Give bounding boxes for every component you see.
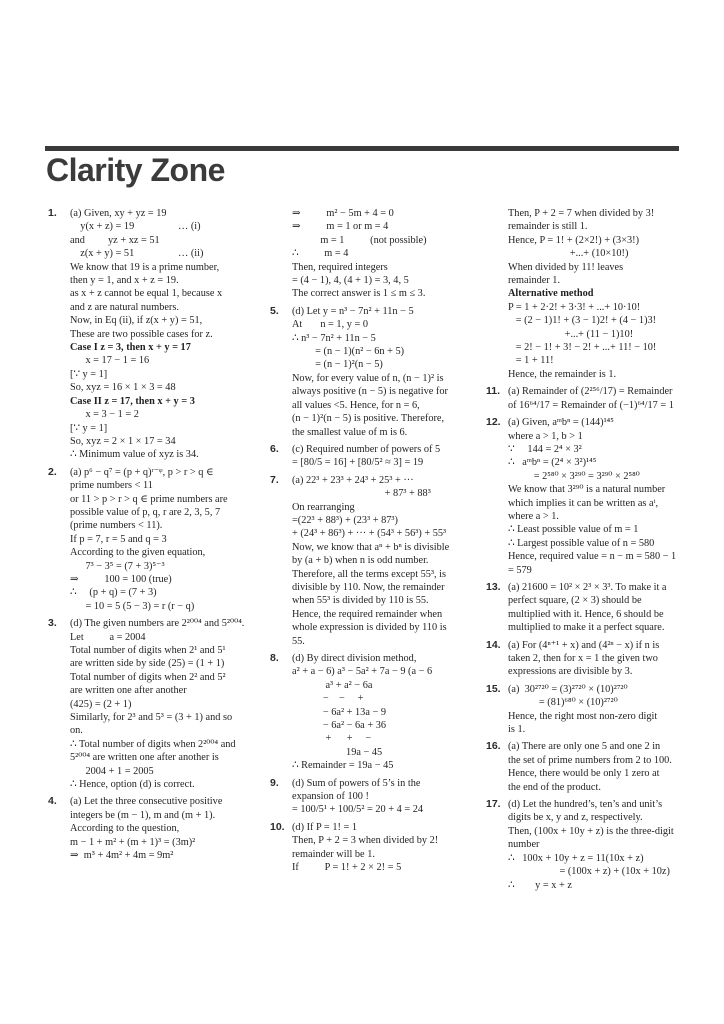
solution-line: and yz + xz = 51 <box>70 234 160 246</box>
solution-line: (d) By direct division method, <box>292 653 417 664</box>
solution-line: +...+ (11 − 1)10! <box>508 328 634 340</box>
solution-item <box>48 617 246 791</box>
solution-line: (425) = (2 + 1) <box>70 698 132 710</box>
solution-line: Then, P + 2 = 3 when divided by 2! <box>292 835 439 847</box>
solution-item <box>486 639 682 679</box>
solution-line: ∵ 144 = 2⁴ × 3² <box>508 443 582 455</box>
solution-line: whole expression is divided by 110 is <box>292 622 447 634</box>
solution-line: On rearranging <box>292 501 355 513</box>
solution-line: = 100/5¹ + 100/5² = 20 + 4 = 24 <box>292 804 424 816</box>
page-title: Clarity Zone <box>46 152 225 188</box>
solution-item <box>48 795 246 862</box>
solution-line: Hence, the right most non-zero digit <box>508 710 658 722</box>
solution-line: If p = 7, r = 5 and q = 3 <box>70 533 167 545</box>
solution-line: (n − 1)²(n − 5) is positive. Therefore, <box>292 413 445 425</box>
solution-line: ∴ Minimum value of xyz is 34. <box>70 449 199 461</box>
solution-line: = (100x + z) + (10x + 10z) <box>508 866 670 878</box>
solution-line: (a) For (4ⁿ⁺¹ + x) and (4²ⁿ − x) if n is <box>508 639 660 651</box>
solution-line: According to the question, <box>70 823 180 835</box>
solution-line: ∴ Total number of digits when 2²⁰⁰⁴ and <box>70 738 236 750</box>
solution-line: where a > 1. <box>508 510 559 522</box>
solution-line: Alternative method <box>508 288 594 300</box>
solution-line: remainder will be 1. <box>292 848 375 860</box>
solution-line: ∴ Remainder = 19a − 45 <box>292 760 394 772</box>
column-1 <box>48 207 246 867</box>
solution-line: − − + <box>292 693 364 705</box>
solution-line: are written one after another <box>70 685 187 697</box>
solution-line: remainder 1. <box>508 275 561 287</box>
solution-line: (a) p⁶ − q⁷ = (p + q)ʳ⁻ᵠ, p > r > q ∈ <box>70 466 214 478</box>
solution-line: We know that 19 is a prime number, <box>70 261 220 273</box>
solution-line: the end of the product. <box>508 781 601 793</box>
solution-line: z(x + y) = 51 … (ii) <box>70 248 204 260</box>
solution-line: = 579 <box>508 564 532 576</box>
solution-line: Then, (100x + 10y + z) is the three-digit <box>508 825 674 837</box>
solution-line: (a) 30²⁷²⁰ = (3)²⁷²⁰ × (10)²⁷²⁰ <box>508 683 628 695</box>
solution-line: (d) The given numbers are 2²⁰⁰⁴ and 5²⁰⁰⁴. <box>70 618 245 630</box>
solution-item <box>486 207 682 381</box>
solution-line: y(x + z) = 19 … (i) <box>70 221 201 233</box>
solution-line: Then, P + 2 = 7 when divided by 3! <box>508 208 655 219</box>
solution-line: are written side by side (25) = (1 + 1) <box>70 658 225 670</box>
solution-line: Hence, required value = n − m = 580 − 1 <box>508 551 677 563</box>
solution-line: Therefore, all the terms except 55³, is <box>292 568 447 580</box>
solution-line: − 6a² − 6a + 36 <box>292 720 387 732</box>
solution-item <box>486 385 682 412</box>
solution-line: divisible by 110. Now, the remainder <box>292 581 445 593</box>
solution-line: (a) 22³ + 23³ + 24³ + 25³ + ··· <box>292 474 414 486</box>
header-rule <box>45 146 679 151</box>
solution-line: the set of prime numbers from 2 to 100. <box>508 754 672 766</box>
solution-line: ∴ n³ − 7n² + 11n − 5 <box>292 332 376 344</box>
solution-line: So, xyz = 16 × 1 × 3 = 48 <box>70 382 176 394</box>
question-number: 3. <box>48 617 57 630</box>
solution-line: ⇒ m = 1 or m = 4 <box>292 221 389 233</box>
solution-line: ∴ (p + q) = (7 + 3) <box>70 587 157 599</box>
solution-line: Similarly, for 2³ and 5³ = (3 + 1) and so <box>70 712 233 724</box>
solution-line: perfect square, (2 × 3) should be <box>508 595 642 607</box>
solution-line: on. <box>70 725 83 737</box>
solution-line: which implies it can be written as aᵗ, <box>508 497 659 509</box>
solution-line: number <box>508 839 540 851</box>
solution-line: possible value of p, q, r are 2, 3, 5, 7 <box>70 506 221 518</box>
solution-line: or 11 > p > r > q ∈ prime numbers are <box>70 493 228 505</box>
solution-line: expressions are divisible by 3. <box>508 666 633 678</box>
solution-line: as x + z cannot be equal 1, because x <box>70 288 223 300</box>
question-number: 6. <box>270 442 279 455</box>
solution-line: (d) If P = 1! = 1 <box>292 821 357 833</box>
solution-item <box>270 443 474 470</box>
solution-line: ∴ y = x + z <box>508 879 572 891</box>
solution-line: taken 2, then for x = 1 the given two <box>508 653 658 664</box>
solution-line: ∴ 100x + 10y + z = 11(10x + z) <box>508 852 644 864</box>
solution-line: Hence, there would be only 1 zero at <box>508 768 660 780</box>
question-number: 2. <box>48 465 57 478</box>
solution-line: m − 1 + m² + (m + 1)³ = (3m)² <box>70 836 196 848</box>
question-number: 8. <box>270 652 279 664</box>
solution-line: + + − <box>292 733 372 745</box>
solution-item <box>48 207 246 462</box>
solution-line: x = 17 − 1 = 16 <box>70 355 150 367</box>
solution-item <box>270 652 474 773</box>
solution-line: =(22³ + 88³) + (23³ + 87³) <box>292 514 398 526</box>
solution-line: Then, required integers <box>292 261 388 273</box>
solution-line: We know that 3²⁹⁰ is a natural number <box>508 484 666 496</box>
solution-line: = 1 + 11! <box>508 355 554 367</box>
solution-line: = (4 − 1), 4, (4 + 1) = 3, 4, 5 <box>292 275 409 287</box>
solution-item <box>486 581 682 635</box>
solution-line: 2004 + 1 = 2005 <box>70 765 154 777</box>
solution-item <box>486 740 682 794</box>
question-number: 17. <box>486 798 501 811</box>
solution-item <box>486 416 682 577</box>
solution-line: the smallest value of m is 6. <box>292 426 408 438</box>
solution-line: (a) 21600 = 10² × 2³ × 3³. To make it a <box>508 581 667 593</box>
solution-line: 19a − 45 <box>292 746 383 758</box>
solution-line: a² + a − 6) a³ − 5a² + 7a − 9 (a − 6 <box>292 666 433 678</box>
solution-line: = [80/5 = 16] + [80/5² ≈ 3] = 19 <box>292 457 424 469</box>
solution-line: Total number of digits when 2² and 5² <box>70 671 226 683</box>
solution-line: m = 1 (not possible) <box>292 234 427 246</box>
solution-item <box>270 305 474 439</box>
solution-line: (a) There are only one 5 and one 2 in <box>508 741 661 753</box>
solution-line: multiplied to make it a perfect square. <box>508 622 665 634</box>
solution-line: (d) Let y = n³ − 7n² + 11n − 5 <box>292 305 414 317</box>
solution-line: At n = 1, y = 0 <box>292 319 368 331</box>
solution-line: multiplied with it. Hence, 6 should be <box>508 608 664 620</box>
solution-line: ∴ Least possible value of m = 1 <box>508 524 639 536</box>
solution-line: According to the given equation, <box>70 547 206 559</box>
solution-line: is 1. <box>508 724 526 736</box>
solution-item <box>486 683 682 737</box>
solution-line: +...+ (10×10!) <box>508 248 629 260</box>
solution-line: and z are natural numbers. <box>70 301 179 313</box>
question-number: 5. <box>270 304 279 317</box>
solution-line: ∴ aᵐbⁿ = (2⁴ × 3²)¹⁴⁵ <box>508 457 597 469</box>
solution-line: 55. <box>292 635 305 647</box>
solution-line: = (81)⁶⁸⁰ × (10)²⁷²⁰ <box>508 697 618 709</box>
solution-line: = 10 = 5 (5 − 3) = r (r − q) <box>70 600 195 612</box>
solution-line: prime numbers < 11 <box>70 480 153 492</box>
solution-line: (a) Remainder of (2²⁵⁶/17) = Remainder <box>508 386 673 398</box>
question-number: 9. <box>270 776 279 789</box>
solution-line: These are two possible cases for z. <box>70 328 213 340</box>
solution-line: + 87³ + 88³ <box>292 488 431 500</box>
solution-line: − 6a² + 13a − 9 <box>292 706 387 718</box>
solution-item <box>270 821 474 875</box>
solution-line: x = 3 − 1 = 2 <box>70 409 139 421</box>
solution-item <box>486 798 682 892</box>
solution-line: = (n − 1)²(n − 5) <box>292 359 383 371</box>
column-3 <box>486 207 682 896</box>
solution-line: all values <5. Hence, for n = 6, <box>292 399 420 411</box>
solution-line: when 55³ is divided by 110 is 55. <box>292 595 429 607</box>
solution-line: = 2! − 1! + 3! − 2! + ...+ 11! − 10! <box>508 342 657 354</box>
question-number: 1. <box>48 207 57 219</box>
solution-line: expansion of 100 ! <box>292 791 369 803</box>
solution-line: a³ + a² − 6a <box>292 679 373 691</box>
solution-line: integers be (m − 1), m and (m + 1). <box>70 809 216 821</box>
solution-line: Now, we know that aⁿ + bⁿ is divisible <box>292 541 450 553</box>
solution-line: of 16⁶⁴/17 = Remainder of (−1)⁶⁴/17 = 1 <box>508 399 674 411</box>
solution-line: ⇒ m³ + 4m² + 4m = 9m² <box>70 850 174 862</box>
question-number: 4. <box>48 795 57 808</box>
question-number: 14. <box>486 638 501 651</box>
solution-line: then y = 1, and x + z = 19. <box>70 275 179 287</box>
question-number: 12. <box>486 416 501 429</box>
solution-line: (c) Required number of powers of 5 <box>292 443 441 455</box>
solution-line: ∴ Largest possible value of n = 580 <box>508 537 655 549</box>
solution-line: ⇒ m² − 5m + 4 = 0 <box>292 208 394 219</box>
solution-line: = 2⁵⁸⁰ × 3²⁹⁰ = 3²⁹⁰ × 2⁵⁸⁰ <box>508 470 640 482</box>
solution-line: + (24³ + 86³) + ··· + (54³ + 56³) + 55³ <box>292 528 447 540</box>
question-number: 11. <box>486 385 501 398</box>
solution-line: P = 1 + 2·2! + 3·3! + ...+ 10·10! <box>508 301 641 313</box>
solution-item <box>270 777 474 817</box>
solution-line: Let a = 2004 <box>70 631 146 643</box>
solution-line: (prime numbers < 11). <box>70 520 163 532</box>
question-number: 13. <box>486 580 501 593</box>
solution-line: Hence, the remainder is 1. <box>508 368 617 380</box>
solution-item <box>270 207 474 301</box>
solution-line: digits be x, y and z, respectively. <box>508 812 643 824</box>
solution-line: (a) Let the three consecutive positive <box>70 796 223 808</box>
solution-line: [∵ y = 1] <box>70 422 108 434</box>
question-number: 15. <box>486 682 501 695</box>
solution-line: Now, for every value of n, (n − 1)² is <box>292 372 444 384</box>
solution-line: Total number of digits when 2¹ and 5¹ <box>70 645 226 656</box>
solution-line: = (2 − 1)1! + (3 − 1)2! + (4 − 1)3! <box>508 315 657 327</box>
column-2 <box>270 207 474 879</box>
solution-line: = (n − 1)(n² − 6n + 5) <box>292 346 405 358</box>
solution-line: [∵ y = 1] <box>70 368 108 380</box>
solution-line: If P = 1! + 2 × 2! = 5 <box>292 862 402 874</box>
solution-line: Now, in Eq (ii), if z(x + y) = 51, <box>70 315 203 327</box>
question-number: 16. <box>486 740 501 753</box>
question-number: 10. <box>270 820 285 833</box>
solution-line: ∴ Hence, option (d) is correct. <box>70 779 195 791</box>
solution-item <box>48 466 246 613</box>
solution-line: When divided by 11! leaves <box>508 261 624 273</box>
solution-line: Hence, the required remainder when <box>292 608 443 620</box>
solution-line: (d) Let the hundred’s, ten’s and unit’s <box>508 799 663 811</box>
solution-line: always positive (n − 5) is negative for <box>292 386 448 398</box>
solution-line: (a) Given, xy + yz = 19 <box>70 208 167 219</box>
solution-line: by (a + b) when n is odd number. <box>292 555 429 567</box>
solution-line: remainder is still 1. <box>508 221 588 233</box>
solution-item <box>270 474 474 648</box>
solution-line: Hence, P = 1! + (2×2!) + (3×3!) <box>508 234 640 246</box>
solution-line: 5²⁰⁰⁴ are written one after another is <box>70 752 219 764</box>
solution-line: Case I z = 3, then x + y = 17 <box>70 342 191 354</box>
solution-line: where a > 1, b > 1 <box>508 430 583 442</box>
solution-line: ∴ m = 4 <box>292 248 349 260</box>
question-number: 7. <box>270 473 279 486</box>
solution-line: (d) Sum of powers of 5’s in the <box>292 777 421 789</box>
solution-line: Case II z = 17, then x + y = 3 <box>70 395 195 407</box>
solution-line: ⇒ 100 = 100 (true) <box>70 573 172 585</box>
solution-line: The correct answer is 1 ≤ m ≤ 3. <box>292 288 426 300</box>
solution-line: (a) Given, aᵐbⁿ = (144)¹⁴⁵ <box>508 417 614 429</box>
solution-line: 7³ − 3⁵ = (7 + 3)⁵⁻³ <box>70 560 165 572</box>
solution-line: So, xyz = 2 × 1 × 17 = 34 <box>70 435 176 447</box>
